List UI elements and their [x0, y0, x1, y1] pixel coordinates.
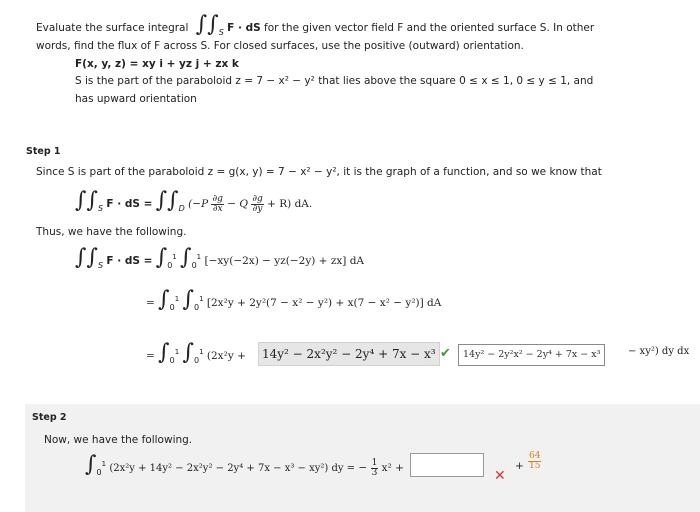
step2-eq: $\int_0^1$ (2x²y + 14y² − 2x²y² − 2y⁴ + 7x − x³ − xy²) dy = − $\frac{1}{3}$ x² + [85, 452, 404, 478]
eq4-tail: − xy²) dy dx [628, 346, 690, 357]
partial-g-x: $\frac{\partial g}{\partial x}$ [212, 193, 223, 214]
vector-field: F(x, y, z) = xy i + yz j + zx k [75, 58, 239, 70]
double-integral-symbol: ∫∫ [75, 188, 98, 213]
integral-symbol: ∫ [85, 452, 97, 477]
filled-expression-box: 14y² − 2x²y² − 2y⁴ + 7x − x³ [258, 342, 440, 366]
plus-sign: + [515, 460, 524, 472]
integral-symbol: ∫ [180, 245, 192, 270]
step1-label: Step 1 [26, 146, 61, 157]
integral-symbol: ∫ [158, 287, 170, 312]
answer-input[interactable] [410, 453, 484, 477]
surface-description: S is the part of the paraboloid z = 7 − x² − y² that lies above the square 0 ≤ x ≤ 1, 0 ≤ y ≤ 1, and [75, 75, 594, 87]
step2-text: Now, we have the following. [44, 434, 193, 446]
integral-symbol: ∫ [155, 245, 168, 270]
problem-line1: Evaluate the surface integral $\int\int_S$ F · dS for the given vector field F and the oriented surface S. In other [36, 12, 595, 37]
double-integral-symbol: ∫∫ [75, 245, 98, 270]
fraction-64-15: $\frac{64}{15}$ [529, 451, 541, 471]
step1-thus: Thus, we have the following. [36, 226, 187, 238]
problem-line2: words, find the flux of F across S. For closed surfaces, use the positive (outward) orientation. [36, 40, 524, 52]
one-third-fraction: $\frac{1}{3}$ [371, 457, 378, 478]
integral-symbol: ∫ [158, 340, 170, 365]
step1-text: Since S is part of the paraboloid z = g(x, y) = 7 − x² − y², it is the graph of a function, and so we know that [36, 166, 602, 178]
double-integral-symbol: ∫∫ [195, 12, 219, 37]
step1-eq1: $\int\int_S$ F · dS = $\int\int_D$ (−P $\frac{\partial g}{\partial x}$ − Q $\frac{\partial g}{\partial y}$ + R) dA. [75, 188, 313, 214]
step1-eq4: = $\int_0^1$ $\int_0^1$ (2x²y + [146, 340, 246, 365]
step1-eq2: $\int\int_S$ F · dS = $\int_0^1$ $\int_0^1$ [−xy(−2x) − yz(−2y) + zx] dA [75, 245, 365, 270]
double-integral-symbol: ∫∫ [155, 188, 179, 213]
integral-symbol: ∫ [182, 287, 194, 312]
answer-input[interactable]: 14y² − 2y²x² − 2y⁴ + 7x − x³ [458, 344, 605, 366]
cross-icon: ✕ [494, 468, 506, 484]
step1-eq3: = $\int_0^1$ $\int_0^1$ [2x²y + 2y²(7 − x² − y²) + x(7 − x² − y²)] dA [146, 287, 442, 312]
partial-g-y: $\frac{\partial g}{\partial y}$ [252, 193, 263, 214]
surface-description-2: has upward orientation [75, 93, 197, 105]
integral-symbol: ∫ [182, 340, 194, 365]
check-icon: ✔ [440, 346, 451, 361]
step2-label: Step 2 [32, 412, 67, 423]
